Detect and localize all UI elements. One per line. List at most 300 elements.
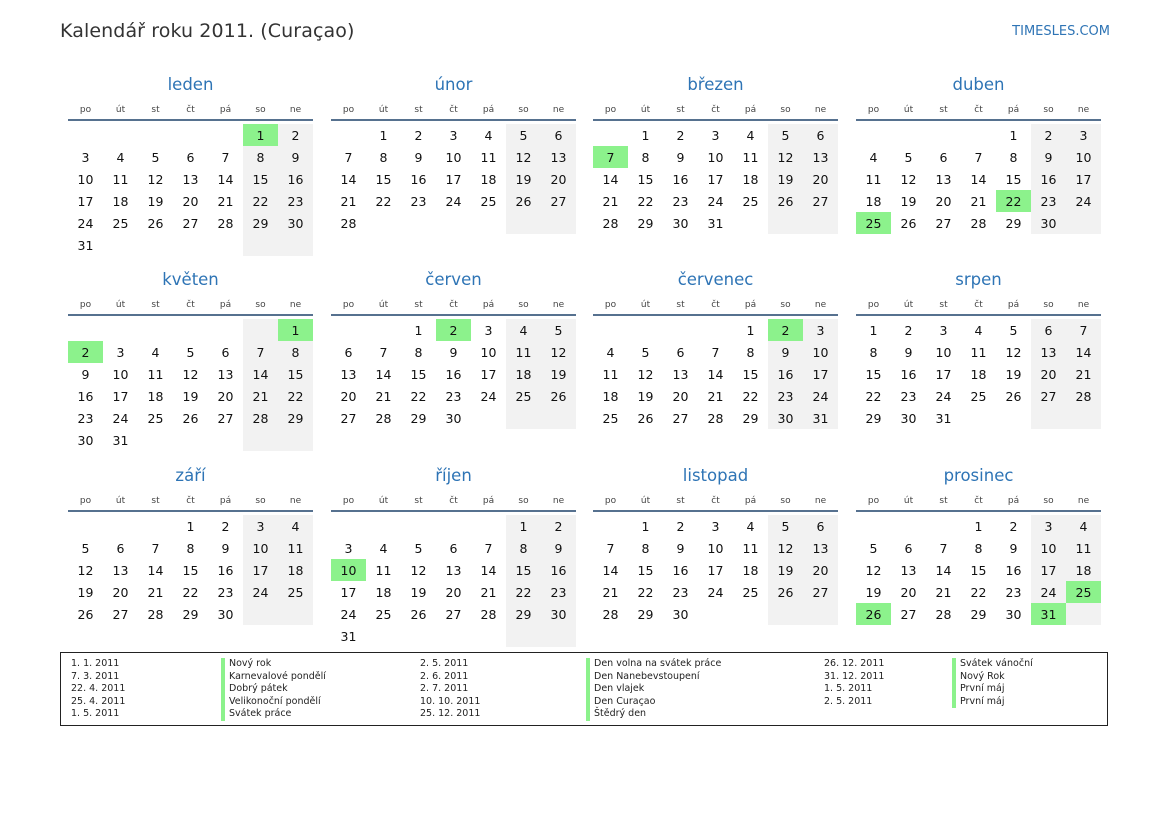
day-cell[interactable]: 24: [480, 388, 497, 404]
day-cell[interactable]: 4: [484, 127, 493, 143]
day-cell[interactable]: 5: [1009, 322, 1018, 338]
day-cell[interactable]: 7: [243, 341, 278, 363]
holiday-day-cell[interactable]: 25: [856, 212, 891, 234]
day-cell[interactable]: 26: [900, 215, 917, 231]
day-cell[interactable]: 5: [904, 149, 913, 165]
day-cell[interactable]: 9: [221, 540, 230, 556]
day-cell[interactable]: 19: [768, 168, 803, 190]
day-cell[interactable]: 20: [803, 559, 838, 581]
day-cell[interactable]: 12: [637, 366, 654, 382]
day-cell[interactable]: 18: [506, 363, 541, 385]
day-cell[interactable]: 8: [243, 146, 278, 168]
day-cell[interactable]: 16: [1031, 168, 1066, 190]
day-cell[interactable]: 13: [803, 146, 838, 168]
day-cell[interactable]: 27: [935, 215, 952, 231]
day-cell[interactable]: 14: [970, 171, 987, 187]
day-cell[interactable]: 4: [606, 344, 615, 360]
day-cell[interactable]: 15: [742, 366, 759, 382]
day-cell[interactable]: 25: [147, 410, 164, 426]
day-cell[interactable]: 10: [480, 344, 497, 360]
day-cell[interactable]: 28: [375, 410, 392, 426]
day-cell[interactable]: 23: [672, 584, 689, 600]
holiday-day-cell[interactable]: 1: [278, 319, 313, 341]
day-cell[interactable]: 30: [445, 410, 462, 426]
day-cell[interactable]: 9: [1009, 540, 1018, 556]
day-cell[interactable]: 2: [676, 518, 685, 534]
day-cell[interactable]: 24: [1031, 581, 1066, 603]
day-cell[interactable]: 3: [116, 344, 125, 360]
day-cell[interactable]: 11: [278, 537, 313, 559]
day-cell[interactable]: 16: [768, 363, 803, 385]
day-cell[interactable]: 12: [410, 562, 427, 578]
day-cell[interactable]: 10: [1031, 537, 1066, 559]
day-cell[interactable]: 2: [221, 518, 230, 534]
day-cell[interactable]: 19: [1005, 366, 1022, 382]
day-cell[interactable]: 21: [375, 388, 392, 404]
day-cell[interactable]: 10: [77, 171, 94, 187]
day-cell[interactable]: 17: [480, 366, 497, 382]
day-cell[interactable]: 13: [340, 366, 357, 382]
day-cell[interactable]: 10: [445, 149, 462, 165]
day-cell[interactable]: 15: [970, 562, 987, 578]
day-cell[interactable]: 18: [375, 584, 392, 600]
day-cell[interactable]: 26: [410, 606, 427, 622]
day-cell[interactable]: 16: [77, 388, 94, 404]
day-cell[interactable]: 14: [1066, 341, 1101, 363]
day-cell[interactable]: 30: [217, 606, 234, 622]
day-cell[interactable]: 30: [541, 603, 576, 625]
day-cell[interactable]: 9: [1031, 146, 1066, 168]
day-cell[interactable]: 14: [147, 562, 164, 578]
day-cell[interactable]: 4: [116, 149, 125, 165]
day-cell[interactable]: 4: [379, 540, 388, 556]
day-cell[interactable]: 5: [81, 540, 90, 556]
day-cell[interactable]: 6: [186, 149, 195, 165]
day-cell[interactable]: 25: [506, 385, 541, 407]
day-cell[interactable]: 1: [379, 127, 388, 143]
day-cell[interactable]: 16: [445, 366, 462, 382]
day-cell[interactable]: 11: [970, 344, 987, 360]
day-cell[interactable]: 11: [742, 540, 759, 556]
day-cell[interactable]: 2: [414, 127, 423, 143]
day-cell[interactable]: 17: [935, 366, 952, 382]
day-cell[interactable]: 17: [707, 562, 724, 578]
day-cell[interactable]: 23: [768, 385, 803, 407]
day-cell[interactable]: 28: [217, 215, 234, 231]
day-cell[interactable]: 17: [803, 363, 838, 385]
day-cell[interactable]: 5: [186, 344, 195, 360]
day-cell[interactable]: 18: [742, 562, 759, 578]
day-cell[interactable]: 29: [182, 606, 199, 622]
day-cell[interactable]: 11: [1066, 537, 1101, 559]
day-cell[interactable]: 26: [506, 190, 541, 212]
day-cell[interactable]: 6: [449, 540, 458, 556]
day-cell[interactable]: 29: [637, 215, 654, 231]
day-cell[interactable]: 12: [768, 146, 803, 168]
day-cell[interactable]: 31: [340, 628, 357, 644]
day-cell[interactable]: 3: [803, 319, 838, 341]
day-cell[interactable]: 20: [541, 168, 576, 190]
day-cell[interactable]: 6: [116, 540, 125, 556]
day-cell[interactable]: 11: [375, 562, 392, 578]
day-cell[interactable]: 12: [541, 341, 576, 363]
day-cell[interactable]: 20: [182, 193, 199, 209]
day-cell[interactable]: 9: [904, 344, 913, 360]
day-cell[interactable]: 11: [602, 366, 619, 382]
day-cell[interactable]: 8: [641, 149, 650, 165]
holiday-day-cell[interactable]: 10: [331, 559, 366, 581]
day-cell[interactable]: 25: [742, 584, 759, 600]
day-cell[interactable]: 23: [217, 584, 234, 600]
day-cell[interactable]: 14: [375, 366, 392, 382]
day-cell[interactable]: 7: [606, 540, 615, 556]
day-cell[interactable]: 13: [112, 562, 129, 578]
day-cell[interactable]: 11: [147, 366, 164, 382]
day-cell[interactable]: 3: [939, 322, 948, 338]
day-cell[interactable]: 20: [935, 193, 952, 209]
day-cell[interactable]: 25: [278, 581, 313, 603]
day-cell[interactable]: 21: [602, 193, 619, 209]
day-cell[interactable]: 22: [182, 584, 199, 600]
day-cell[interactable]: 29: [637, 606, 654, 622]
day-cell[interactable]: 28: [340, 215, 357, 231]
day-cell[interactable]: 19: [768, 559, 803, 581]
day-cell[interactable]: 6: [803, 515, 838, 537]
day-cell[interactable]: 29: [742, 410, 759, 426]
day-cell[interactable]: 9: [414, 149, 423, 165]
day-cell[interactable]: 14: [935, 562, 952, 578]
day-cell[interactable]: 4: [278, 515, 313, 537]
day-cell[interactable]: 2: [904, 322, 913, 338]
day-cell[interactable]: 5: [768, 124, 803, 146]
holiday-day-cell[interactable]: 2: [436, 319, 471, 341]
day-cell[interactable]: 26: [768, 190, 803, 212]
day-cell[interactable]: 19: [541, 363, 576, 385]
day-cell[interactable]: 12: [865, 562, 882, 578]
day-cell[interactable]: 3: [81, 149, 90, 165]
day-cell[interactable]: 3: [484, 322, 493, 338]
day-cell[interactable]: 14: [243, 363, 278, 385]
day-cell[interactable]: 17: [112, 388, 129, 404]
day-cell[interactable]: 26: [637, 410, 654, 426]
day-cell[interactable]: 14: [217, 171, 234, 187]
day-cell[interactable]: 23: [541, 581, 576, 603]
day-cell[interactable]: 29: [243, 212, 278, 234]
day-cell[interactable]: 14: [480, 562, 497, 578]
day-cell[interactable]: 31: [707, 215, 724, 231]
day-cell[interactable]: 9: [676, 149, 685, 165]
day-cell[interactable]: 30: [278, 212, 313, 234]
day-cell[interactable]: 28: [707, 410, 724, 426]
day-cell[interactable]: 27: [900, 606, 917, 622]
day-cell[interactable]: 20: [1031, 363, 1066, 385]
day-cell[interactable]: 21: [147, 584, 164, 600]
day-cell[interactable]: 30: [77, 432, 94, 448]
day-cell[interactable]: 17: [707, 171, 724, 187]
day-cell[interactable]: 12: [1005, 344, 1022, 360]
day-cell[interactable]: 2: [278, 124, 313, 146]
day-cell[interactable]: 23: [410, 193, 427, 209]
day-cell[interactable]: 1: [506, 515, 541, 537]
day-cell[interactable]: 24: [77, 215, 94, 231]
day-cell[interactable]: 19: [865, 584, 882, 600]
day-cell[interactable]: 6: [541, 124, 576, 146]
day-cell[interactable]: 3: [1066, 124, 1101, 146]
day-cell[interactable]: 20: [340, 388, 357, 404]
day-cell[interactable]: 19: [182, 388, 199, 404]
day-cell[interactable]: 19: [637, 388, 654, 404]
day-cell[interactable]: 1: [186, 518, 195, 534]
day-cell[interactable]: 4: [974, 322, 983, 338]
day-cell[interactable]: 15: [637, 562, 654, 578]
day-cell[interactable]: 20: [803, 168, 838, 190]
day-cell[interactable]: 3: [1031, 515, 1066, 537]
day-cell[interactable]: 21: [340, 193, 357, 209]
day-cell[interactable]: 12: [182, 366, 199, 382]
day-cell[interactable]: 7: [484, 540, 493, 556]
day-cell[interactable]: 4: [151, 344, 160, 360]
day-cell[interactable]: 9: [676, 540, 685, 556]
day-cell[interactable]: 23: [445, 388, 462, 404]
day-cell[interactable]: 8: [379, 149, 388, 165]
day-cell[interactable]: 20: [217, 388, 234, 404]
day-cell[interactable]: 24: [243, 581, 278, 603]
day-cell[interactable]: 24: [1066, 190, 1101, 212]
day-cell[interactable]: 17: [445, 171, 462, 187]
day-cell[interactable]: 1: [974, 518, 983, 534]
day-cell[interactable]: 11: [506, 341, 541, 363]
day-cell[interactable]: 12: [506, 146, 541, 168]
day-cell[interactable]: 27: [803, 190, 838, 212]
day-cell[interactable]: 25: [970, 388, 987, 404]
day-cell[interactable]: 26: [1005, 388, 1022, 404]
day-cell[interactable]: 9: [768, 341, 803, 363]
day-cell[interactable]: 11: [865, 171, 882, 187]
day-cell[interactable]: 6: [904, 540, 913, 556]
day-cell[interactable]: 29: [278, 407, 313, 429]
day-cell[interactable]: 10: [112, 366, 129, 382]
day-cell[interactable]: 21: [1066, 363, 1101, 385]
day-cell[interactable]: 26: [182, 410, 199, 426]
day-cell[interactable]: 9: [541, 537, 576, 559]
day-cell[interactable]: 24: [340, 606, 357, 622]
day-cell[interactable]: 26: [147, 215, 164, 231]
day-cell[interactable]: 21: [707, 388, 724, 404]
day-cell[interactable]: 10: [707, 540, 724, 556]
day-cell[interactable]: 2: [1031, 124, 1066, 146]
day-cell[interactable]: 31: [935, 410, 952, 426]
day-cell[interactable]: 16: [217, 562, 234, 578]
day-cell[interactable]: 8: [974, 540, 983, 556]
day-cell[interactable]: 28: [480, 606, 497, 622]
day-cell[interactable]: 14: [602, 562, 619, 578]
day-cell[interactable]: 30: [672, 215, 689, 231]
day-cell[interactable]: 25: [742, 193, 759, 209]
day-cell[interactable]: 30: [1005, 606, 1022, 622]
day-cell[interactable]: 28: [970, 215, 987, 231]
day-cell[interactable]: 17: [243, 559, 278, 581]
day-cell[interactable]: 17: [340, 584, 357, 600]
day-cell[interactable]: 1: [869, 322, 878, 338]
day-cell[interactable]: 6: [676, 344, 685, 360]
day-cell[interactable]: 24: [445, 193, 462, 209]
day-cell[interactable]: 21: [970, 193, 987, 209]
holiday-day-cell[interactable]: 2: [68, 341, 103, 363]
day-cell[interactable]: 8: [746, 344, 755, 360]
day-cell[interactable]: 27: [803, 581, 838, 603]
day-cell[interactable]: 7: [379, 344, 388, 360]
day-cell[interactable]: 1: [746, 322, 755, 338]
day-cell[interactable]: 18: [865, 193, 882, 209]
holiday-day-cell[interactable]: 26: [856, 603, 891, 625]
day-cell[interactable]: 6: [939, 149, 948, 165]
day-cell[interactable]: 18: [147, 388, 164, 404]
day-cell[interactable]: 13: [541, 146, 576, 168]
day-cell[interactable]: 22: [970, 584, 987, 600]
day-cell[interactable]: 5: [506, 124, 541, 146]
day-cell[interactable]: 11: [112, 171, 129, 187]
day-cell[interactable]: 28: [935, 606, 952, 622]
day-cell[interactable]: 3: [449, 127, 458, 143]
day-cell[interactable]: 4: [1066, 515, 1101, 537]
day-cell[interactable]: 16: [672, 171, 689, 187]
day-cell[interactable]: 28: [243, 407, 278, 429]
day-cell[interactable]: 15: [506, 559, 541, 581]
day-cell[interactable]: 19: [410, 584, 427, 600]
day-cell[interactable]: 20: [445, 584, 462, 600]
day-cell[interactable]: 8: [641, 540, 650, 556]
day-cell[interactable]: 22: [865, 388, 882, 404]
day-cell[interactable]: 6: [344, 344, 353, 360]
day-cell[interactable]: 13: [445, 562, 462, 578]
day-cell[interactable]: 17: [1066, 168, 1101, 190]
day-cell[interactable]: 10: [803, 341, 838, 363]
day-cell[interactable]: 24: [935, 388, 952, 404]
day-cell[interactable]: 27: [672, 410, 689, 426]
day-cell[interactable]: 13: [672, 366, 689, 382]
day-cell[interactable]: 17: [77, 193, 94, 209]
day-cell[interactable]: 4: [746, 127, 755, 143]
day-cell[interactable]: 16: [410, 171, 427, 187]
day-cell[interactable]: 3: [344, 540, 353, 556]
day-cell[interactable]: 20: [672, 388, 689, 404]
day-cell[interactable]: 28: [602, 215, 619, 231]
day-cell[interactable]: 27: [217, 410, 234, 426]
day-cell[interactable]: 23: [900, 388, 917, 404]
day-cell[interactable]: 6: [221, 344, 230, 360]
day-cell[interactable]: 25: [375, 606, 392, 622]
day-cell[interactable]: 8: [186, 540, 195, 556]
day-cell[interactable]: 21: [935, 584, 952, 600]
day-cell[interactable]: 13: [935, 171, 952, 187]
day-cell[interactable]: 29: [410, 410, 427, 426]
day-cell[interactable]: 22: [278, 385, 313, 407]
day-cell[interactable]: 1: [641, 127, 650, 143]
day-cell[interactable]: 5: [641, 344, 650, 360]
day-cell[interactable]: 19: [506, 168, 541, 190]
day-cell[interactable]: 15: [410, 366, 427, 382]
day-cell[interactable]: 5: [541, 319, 576, 341]
day-cell[interactable]: 17: [1031, 559, 1066, 581]
day-cell[interactable]: 7: [939, 540, 948, 556]
day-cell[interactable]: 25: [112, 215, 129, 231]
day-cell[interactable]: 27: [340, 410, 357, 426]
day-cell[interactable]: 21: [243, 385, 278, 407]
day-cell[interactable]: 23: [1005, 584, 1022, 600]
day-cell[interactable]: 16: [900, 366, 917, 382]
day-cell[interactable]: 12: [147, 171, 164, 187]
day-cell[interactable]: 5: [414, 540, 423, 556]
day-cell[interactable]: 21: [480, 584, 497, 600]
day-cell[interactable]: 12: [77, 562, 94, 578]
day-cell[interactable]: 11: [742, 149, 759, 165]
day-cell[interactable]: 15: [637, 171, 654, 187]
day-cell[interactable]: 16: [278, 168, 313, 190]
day-cell[interactable]: 18: [112, 193, 129, 209]
day-cell[interactable]: 5: [151, 149, 160, 165]
day-cell[interactable]: 29: [865, 410, 882, 426]
day-cell[interactable]: 8: [1009, 149, 1018, 165]
day-cell[interactable]: 3: [711, 518, 720, 534]
day-cell[interactable]: 23: [672, 193, 689, 209]
day-cell[interactable]: 4: [869, 149, 878, 165]
day-cell[interactable]: 15: [375, 171, 392, 187]
day-cell[interactable]: 13: [900, 562, 917, 578]
day-cell[interactable]: 7: [151, 540, 160, 556]
holiday-day-cell[interactable]: 2: [768, 319, 803, 341]
day-cell[interactable]: 10: [243, 537, 278, 559]
day-cell[interactable]: 25: [602, 410, 619, 426]
day-cell[interactable]: 13: [1031, 341, 1066, 363]
holiday-day-cell[interactable]: 25: [1066, 581, 1101, 603]
day-cell[interactable]: 16: [1005, 562, 1022, 578]
day-cell[interactable]: 14: [602, 171, 619, 187]
day-cell[interactable]: 16: [541, 559, 576, 581]
day-cell[interactable]: 2: [541, 515, 576, 537]
day-cell[interactable]: 29: [506, 603, 541, 625]
day-cell[interactable]: 18: [742, 171, 759, 187]
day-cell[interactable]: 22: [742, 388, 759, 404]
day-cell[interactable]: 18: [602, 388, 619, 404]
day-cell[interactable]: 20: [900, 584, 917, 600]
site-link[interactable]: TIMESLES.COM: [1012, 24, 1110, 39]
holiday-day-cell[interactable]: 31: [1031, 603, 1066, 625]
day-cell[interactable]: 27: [182, 215, 199, 231]
day-cell[interactable]: 15: [182, 562, 199, 578]
day-cell[interactable]: 4: [506, 319, 541, 341]
day-cell[interactable]: 11: [480, 149, 497, 165]
day-cell[interactable]: 30: [672, 606, 689, 622]
day-cell[interactable]: 14: [707, 366, 724, 382]
day-cell[interactable]: 2: [676, 127, 685, 143]
day-cell[interactable]: 18: [970, 366, 987, 382]
day-cell[interactable]: 7: [974, 149, 983, 165]
day-cell[interactable]: 6: [803, 124, 838, 146]
day-cell[interactable]: 22: [375, 193, 392, 209]
day-cell[interactable]: 15: [243, 168, 278, 190]
day-cell[interactable]: 10: [707, 149, 724, 165]
day-cell[interactable]: 15: [1005, 171, 1022, 187]
day-cell[interactable]: 21: [217, 193, 234, 209]
day-cell[interactable]: 1: [1009, 127, 1018, 143]
day-cell[interactable]: 20: [112, 584, 129, 600]
day-cell[interactable]: 16: [672, 562, 689, 578]
day-cell[interactable]: 10: [1066, 146, 1101, 168]
day-cell[interactable]: 8: [506, 537, 541, 559]
day-cell[interactable]: 9: [449, 344, 458, 360]
day-cell[interactable]: 21: [602, 584, 619, 600]
day-cell[interactable]: 27: [112, 606, 129, 622]
